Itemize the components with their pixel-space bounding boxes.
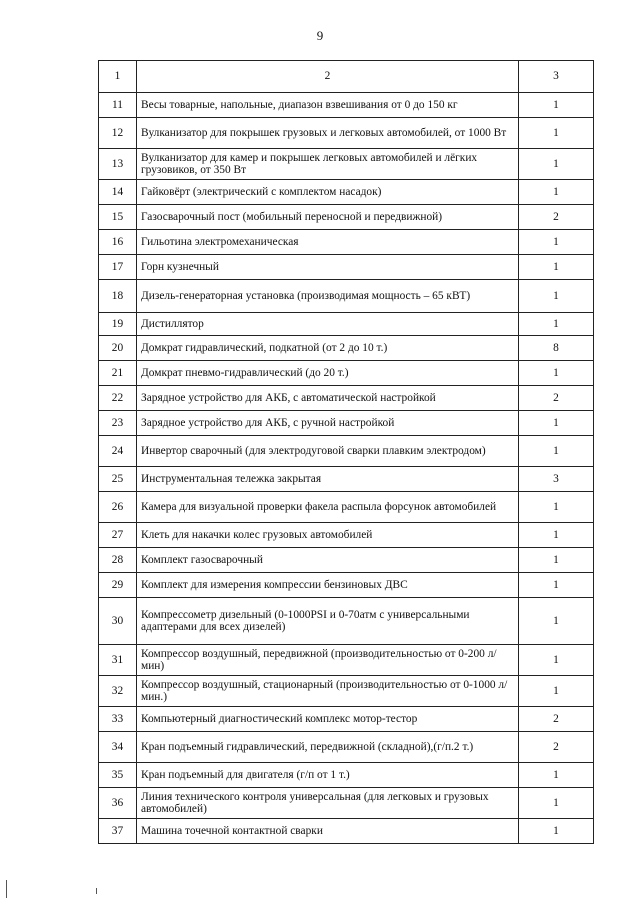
row-number: 24: [99, 436, 137, 467]
table-row: [99, 118, 594, 149]
equipment-name: Гайковёрт (электрический с комплектом насадок): [137, 180, 519, 205]
row-number: 26: [99, 492, 137, 523]
row-number: 22: [99, 386, 137, 411]
equipment-quantity: 1: [519, 492, 594, 523]
equipment-quantity: 1: [519, 819, 594, 844]
table-row: [99, 467, 594, 492]
row-number: 17: [99, 255, 137, 280]
table-row: [99, 180, 594, 205]
equipment-table: [98, 60, 594, 844]
table-row: [99, 313, 594, 336]
row-number: 11: [99, 93, 137, 118]
row-number: 37: [99, 819, 137, 844]
equipment-name: Комплект газосварочный: [137, 548, 519, 573]
equipment-quantity: 2: [519, 707, 594, 732]
equipment-name: Машина точечной контактной сварки: [137, 819, 519, 844]
equipment-name: Компрессор воздушный, стационарный (производительностью от 0-1000 л/мин.): [137, 676, 519, 707]
table-row: [99, 93, 594, 118]
equipment-quantity: 1: [519, 230, 594, 255]
equipment-name: Клеть для накачки колес грузовых автомобилей: [137, 523, 519, 548]
table-row: [99, 598, 594, 645]
table-row: [99, 411, 594, 436]
equipment-quantity: 3: [519, 467, 594, 492]
table-row: [99, 763, 594, 788]
equipment-name: Инструментальная тележка закрытая: [137, 467, 519, 492]
row-number: 13: [99, 149, 137, 180]
equipment-name: Инвертор сварочный (для электродуговой сварки плавким электродом): [137, 436, 519, 467]
table-row: [99, 492, 594, 523]
equipment-quantity: 1: [519, 180, 594, 205]
row-number: 34: [99, 732, 137, 763]
equipment-name: Гильотина электромеханическая: [137, 230, 519, 255]
table-row: [99, 645, 594, 676]
equipment-quantity: 1: [519, 645, 594, 676]
equipment-name: Компьютерный диагностический комплекс мотор-тестор: [137, 707, 519, 732]
row-number: 15: [99, 205, 137, 230]
row-number: 20: [99, 336, 137, 361]
row-number: 29: [99, 573, 137, 598]
equipment-name: Дизель-генераторная установка (производимая мощность – 65 кВТ): [137, 280, 519, 313]
page-number: 9: [316, 28, 324, 43]
row-number: 19: [99, 313, 137, 336]
equipment-quantity: 1: [519, 598, 594, 645]
equipment-name: Зарядное устройство для АКБ, с ручной настройкой: [137, 411, 519, 436]
table-row: [99, 523, 594, 548]
row-number: 30: [99, 598, 137, 645]
table-row: [99, 788, 594, 819]
row-number: 31: [99, 645, 137, 676]
equipment-name: Газосварочный пост (мобильный переносной и передвижной): [137, 205, 519, 230]
row-number: 12: [99, 118, 137, 149]
table-row: [99, 336, 594, 361]
table-row: [99, 255, 594, 280]
equipment-quantity: 1: [519, 313, 594, 336]
equipment-quantity: 2: [519, 732, 594, 763]
column-header-quantity: 3: [519, 61, 594, 93]
table-row: [99, 676, 594, 707]
table-row: [99, 436, 594, 467]
equipment-quantity: 1: [519, 573, 594, 598]
row-number: 25: [99, 467, 137, 492]
table-row: [99, 732, 594, 763]
equipment-name: Горн кузнечный: [137, 255, 519, 280]
equipment-quantity: 1: [519, 763, 594, 788]
scan-artifact: [6, 880, 7, 898]
table-row: [99, 361, 594, 386]
equipment-name: Вулканизатор для камер и покрышек легковых автомобилей и лёгких грузовиков, от 350 Вт: [137, 149, 519, 180]
table-row: [99, 548, 594, 573]
equipment-quantity: 1: [519, 788, 594, 819]
equipment-name: Домкрат гидравлический, подкатной (от 2 до 10 т.): [137, 336, 519, 361]
equipment-name: Компрессометр дизельный (0-1000PSI и 0-70атм с универсальными адаптерами для всех дизелей): [137, 598, 519, 645]
row-number: 28: [99, 548, 137, 573]
row-number: 14: [99, 180, 137, 205]
equipment-quantity: 1: [519, 411, 594, 436]
row-number: 21: [99, 361, 137, 386]
row-number: 18: [99, 280, 137, 313]
equipment-name: Кран подъемный гидравлический, передвижной (складной),(г/п.2 т.): [137, 732, 519, 763]
table-row: [99, 819, 594, 844]
equipment-quantity: 1: [519, 149, 594, 180]
equipment-name: Комплект для измерения компрессии бензиновых ДВС: [137, 573, 519, 598]
column-header-name: 2: [137, 61, 519, 93]
table-row: [99, 230, 594, 255]
row-number: 33: [99, 707, 137, 732]
equipment-name: Зарядное устройство для АКБ, с автоматической настройкой: [137, 386, 519, 411]
table-row: [99, 205, 594, 230]
equipment-quantity: 1: [519, 93, 594, 118]
equipment-name: Кран подъемный для двигателя (г/п от 1 т.): [137, 763, 519, 788]
column-header-number: 1: [99, 61, 137, 93]
equipment-name: Камера для визуальной проверки факела распыла форсунок автомобилей: [137, 492, 519, 523]
row-number: 32: [99, 676, 137, 707]
row-number: 36: [99, 788, 137, 819]
equipment-name: Линия технического контроля универсальная (для легковых и грузовых автомобилей): [137, 788, 519, 819]
row-number: 35: [99, 763, 137, 788]
row-number: 16: [99, 230, 137, 255]
equipment-quantity: 8: [519, 336, 594, 361]
equipment-quantity: 1: [519, 255, 594, 280]
equipment-name: Дистиллятор: [137, 313, 519, 336]
equipment-name: Домкрат пневмо-гидравлический (до 20 т.): [137, 361, 519, 386]
equipment-name: Вулканизатор для покрышек грузовых и легковых автомобилей, от 1000 Вт: [137, 118, 519, 149]
equipment-quantity: 1: [519, 436, 594, 467]
equipment-quantity: 1: [519, 676, 594, 707]
equipment-quantity: 2: [519, 205, 594, 230]
row-number: 27: [99, 523, 137, 548]
equipment-name: Компрессор воздушный, передвижной (производительностью от 0-200 л/мин): [137, 645, 519, 676]
equipment-quantity: 1: [519, 548, 594, 573]
table-header-row: [99, 61, 594, 93]
equipment-quantity: 1: [519, 118, 594, 149]
scan-artifact: [96, 888, 97, 894]
table-row: [99, 573, 594, 598]
table-row: [99, 280, 594, 313]
equipment-quantity: 2: [519, 386, 594, 411]
equipment-quantity: 1: [519, 280, 594, 313]
equipment-quantity: 1: [519, 523, 594, 548]
table-row: [99, 149, 594, 180]
row-number: 23: [99, 411, 137, 436]
equipment-quantity: 1: [519, 361, 594, 386]
table-row: [99, 386, 594, 411]
table-row: [99, 707, 594, 732]
equipment-name: Весы товарные, напольные, диапазон взвешивания от 0 до 150 кг: [137, 93, 519, 118]
